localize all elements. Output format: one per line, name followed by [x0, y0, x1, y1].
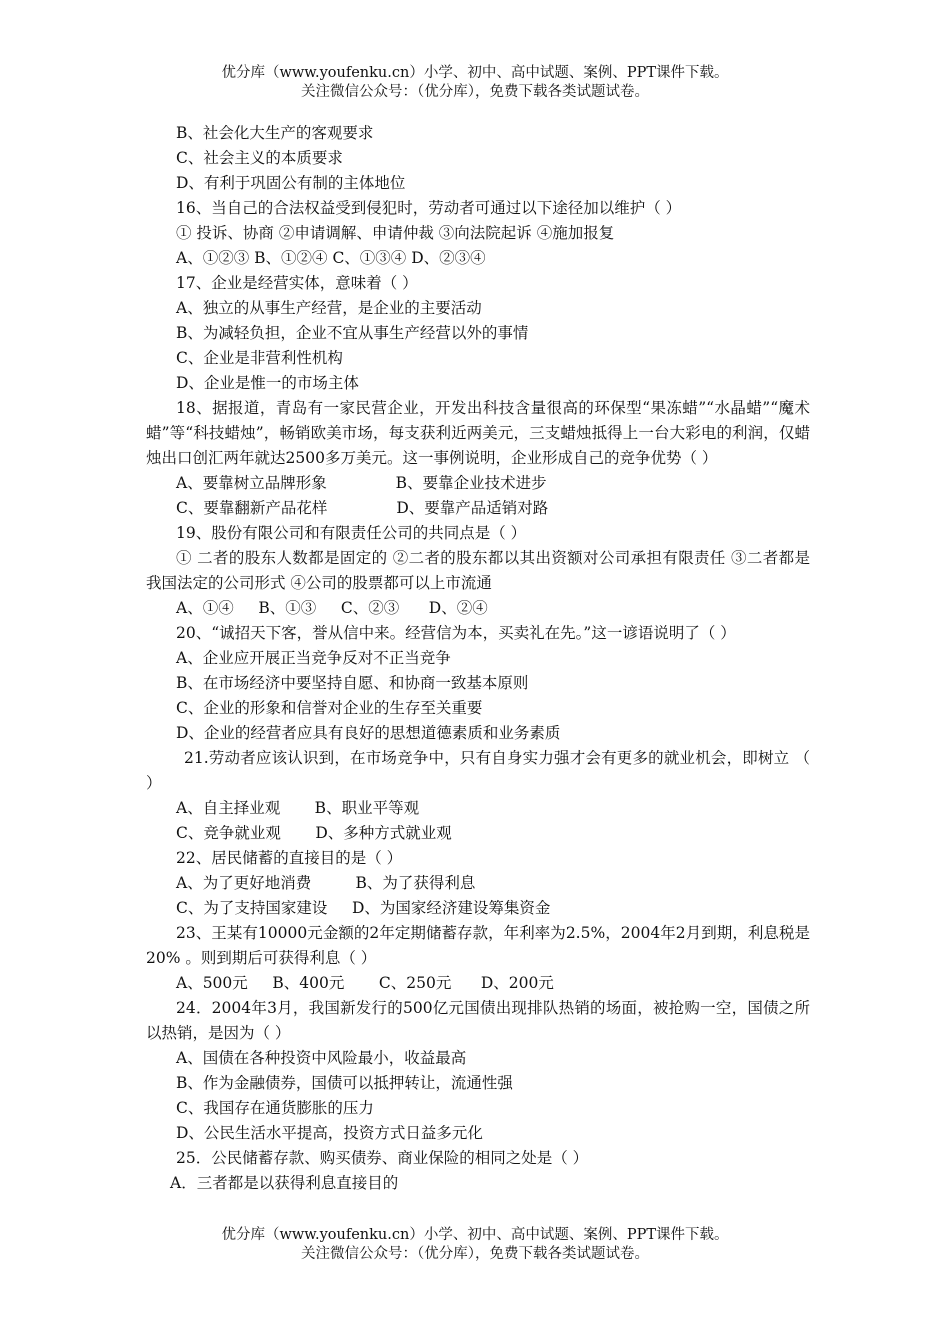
text-line: A．三者都是以获得利息直接目的 [170, 1174, 399, 1192]
question-25: 25．公民储蓄存款、购买债券、商业保险的相同之处是（ ） [176, 1149, 589, 1167]
document-body [146, 121, 810, 1196]
question-24: 24．2004年3月，我国新发行的500亿元国债出现排队热销的场面，被抢购一空，国债之所以热销，是因为（ ） [146, 999, 810, 1042]
text-line: A、自主择业观 B、职业平等观 [176, 799, 420, 817]
question-19: 19、股份有限公司和有限责任公司的共同点是（ ） [176, 524, 527, 542]
text-line: D、公民生活水平提高，投资方式日益多元化 [176, 1124, 483, 1142]
text-line: D、企业的经营者应具有良好的思想道德素质和业务素质 [176, 724, 561, 742]
text-line: C、要靠翻新产品花样 D、要靠产品适销对路 [176, 499, 549, 517]
question-23: 23、王某有10000元金额的2年定期储蓄存款，年利率为2.5%，2004年2月到期，利息税是20% 。则到期后可获得利息（ ） [146, 924, 810, 967]
text-line: A、①②③ B、①②④ C、①③④ D、②③④ [176, 249, 486, 267]
page-footer [0, 1226, 950, 1264]
text-line: B、社会化大生产的客观要求 [176, 124, 374, 142]
text-line: A、500元 B、400元 C、250元 D、200元 [176, 974, 554, 992]
text-line: A、独立的从事生产经营，是企业的主要活动 [176, 299, 482, 317]
question-17: 17、企业是经营实体，意味着（ ） [176, 274, 418, 292]
text-line: A、①④ B、①③ C、②③ D、②④ [176, 599, 488, 617]
question-22: 22、居民储蓄的直接目的是（ ） [176, 849, 403, 867]
text-line: ① 投诉、协商 ②申请调解、申请仲裁 ③向法院起诉 ④施加报复 [176, 224, 615, 242]
question-16: 16、当自己的合法权益受到侵犯时，劳动者可通过以下途径加以维护（ ） [176, 199, 682, 217]
footer-line-2: 关注微信公众号：（优分库），免费下载各类试题试卷。 [301, 1246, 649, 1262]
header-line-1: 优分库（www.youfenku.cn）小学、初中、高中试题、案例、PPT课件下载。 [221, 65, 729, 81]
text-line: C、为了支持国家建设 D、为国家经济建设筹集资金 [176, 899, 551, 917]
text-line: A、企业应开展正当竞争反对不正当竞争 [176, 649, 451, 667]
text-line: B、作为金融债券，国债可以抵押转让，流通性强 [176, 1074, 513, 1092]
text-line: B、为减轻负担，企业不宜从事生产经营以外的事情 [176, 324, 529, 342]
text-line: C、企业是非营利性机构 [176, 349, 343, 367]
question-20: 20、“诚招天下客，誉从信中来。经营信为本，买卖礼在先。”这一谚语说明了（ ） [176, 624, 736, 642]
text-line: D、企业是惟一的市场主体 [176, 374, 359, 392]
text-line: ① 二者的股东人数都是固定的 ②二者的股东都以其出资额对公司承担有限责任 ③二者都是我国法定的公司形式 ④公司的股票都可以上市流通 [146, 549, 810, 592]
text-line: C、企业的形象和信誉对企业的生存至关重要 [176, 699, 483, 717]
text-line: C、我国存在通货膨胀的压力 [176, 1099, 374, 1117]
question-18: 18、据报道，青岛有一家民营企业，开发出科技含量很高的环保型“果冻蜡”“水晶蜡”“魔术蜡”等“科技蜡烛”，畅销欧美市场，每支获利近两美元，三支蜡烛抵得上一台大彩电的利润，仅蜡烛出口创汇两年就达2500多万美元。这一事例说明，企业形成自己的竞争优势（ ） [146, 399, 810, 467]
footer-line-1: 优分库（www.youfenku.cn）小学、初中、高中试题、案例、PPT课件下载。 [221, 1227, 729, 1243]
text-line: A、为了更好地消费 B、为了获得利息 [176, 874, 476, 892]
header-line-2: 关注微信公众号：（优分库），免费下载各类试题试卷。 [301, 84, 649, 100]
text-line: A、国债在各种投资中风险最小，收益最高 [176, 1049, 467, 1067]
text-line: C、竞争就业观 D、多种方式就业观 [176, 824, 452, 842]
text-line: A、要靠树立品牌形象 B、要靠企业技术进步 [176, 474, 547, 492]
question-21: 21.劳动者应该认识到，在市场竞争中，只有自身实力强才会有更多的就业机会，即树立 （ ） [146, 749, 810, 792]
text-line: C、社会主义的本质要求 [176, 149, 343, 167]
page-header [0, 64, 950, 102]
text-line: D、有利于巩固公有制的主体地位 [176, 174, 406, 192]
text-line: B、在市场经济中要坚持自愿、和协商一致基本原则 [176, 674, 529, 692]
